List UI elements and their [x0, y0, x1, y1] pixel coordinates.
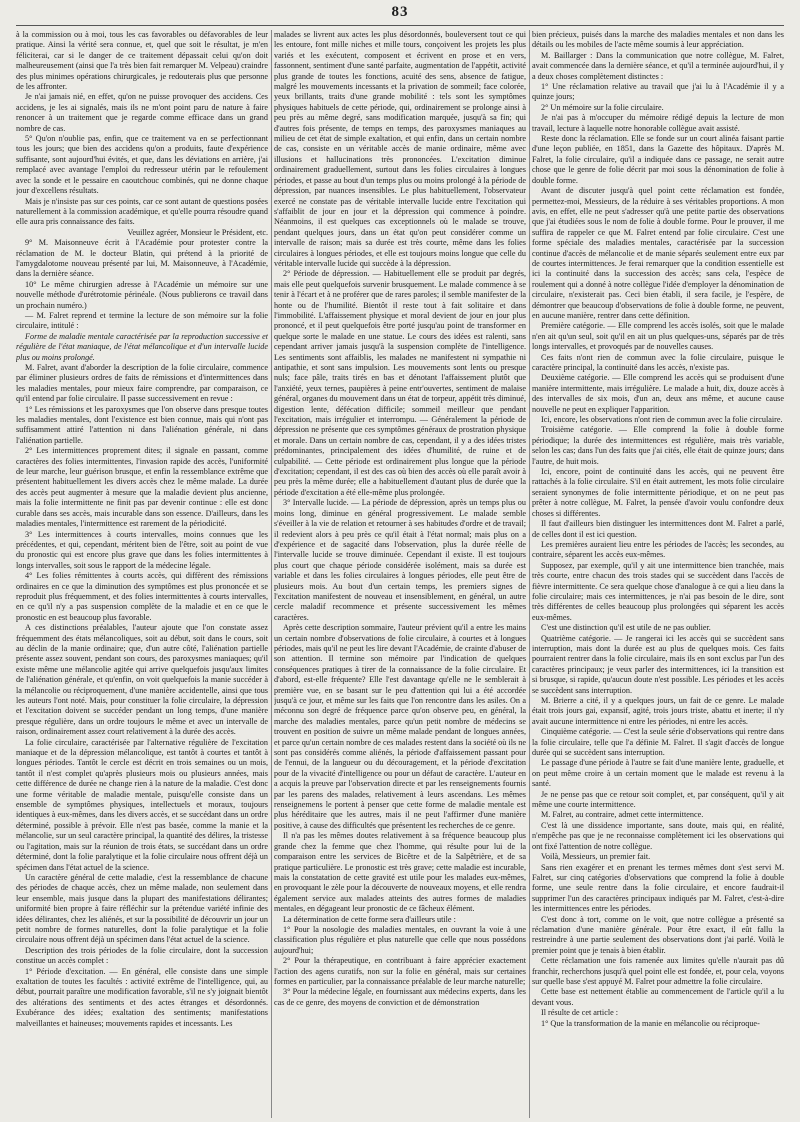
paragraph: Il n'a pas les mêmes doutes relativement à sa fréquence beaucoup plus grande chez la femme que chez l'homme, qui résulte pour lui de la comparaison entre les services de Bicêtre et de la Salpêtrière, et de sa pratique particulière. Le pronostic est très grave; cette maladie est incurable, mais la constatation de cette gravité est utile pour les malades eux-mêmes, en provoquant le zèle pour la découverte de nouveaux moyens, et elle rendra également service aux malades atteints des autres formes de maladies mentales, en dégageant leur pronostic de ce fâcheux élément.: [274, 831, 526, 914]
paragraph: C'est là une dissidence importante, sans doute, mais qui, en réalité, n'empêche pas que je ne reconnaisse complètement ici les observations qui ont fixé l'attention de notre collègue.: [532, 820, 784, 851]
paragraph: Les premières auraient lieu entre les périodes de l'accès; les secondes, au contraire, séparent les accès eux-mêmes.: [532, 539, 784, 560]
paragraph: 3° Intervalle lucide. — La période de dépression, après un temps plus ou moins long, diminue en général progressivement. Le malade semble s'éveiller à la vie de relation et retourner à ses habitudes d'ordre et de travail; il redevient alors à peu près ce qu'il était à l'état normal; mais plus on a d'expérience et de sagacité dans l'observation, plus la durée réelle de l'intervalle lucide se trouve diminuée. Cependant il existe. Il est toujours plus court que chaque période considérée isolément, mais sa durée est variable et dans les folies circulaires à longues périodes, elle peut être de plusieurs mois. Au bout d'un certain temps, les premiers signes de l'excitation manifestent de nouveau et insensiblement, en général, un autre cercle maladif recommence et présente successivement les mêmes caractères.: [274, 498, 526, 622]
paragraph: La détermination de cette forme sera d'ailleurs utile :: [283, 914, 456, 924]
paragraph: Avant de discuter jusqu'à quel point cette réclamation est fondée, permettez-moi, Messieurs, de la réduire à ses véritables proportions. A mon avis, en effet, elle ne peut s'adresser qu'à une petite partie des observations que j'ai étudiées sous le nom de folie à double forme. Pour le prouver, il me suffira de rappeler ce que M. Falret entend par folie circulaire. C'est une forme spéciale des maladies mentales, caractérisée par la succession continue d'accès de mélancolie et de manie séparés seulement entre eux par de courtes intermittences. Je ferai remarquer que la condition essentielle est ici la continuité dans la succession des accès; sans cela, l'espèce de roulement qui a donné à notre collègue l'idée d'employer la dénomination de circulaire, n'existerait pas. Ceci bien établi, il sera facile, je l'espère, de démontrer que beaucoup d'observations de folie à double forme, ne peuvent, en aucune manière, rentrer dans cette définition.: [532, 186, 784, 320]
paragraph: malades se livrent aux actes les plus désordonnés, bouleversent tout ce qui les entoure, font mille niches et mille tours, conçoivent les projets les plus variés et les exécutent, composent et écrivent en prose et en vers, fassonnent, sentiment d'une santé parfaite, augmentation de l'appétit, activité plus grande de toutes les fonctions, acuité des sens, absence de fatigue, malgré les mouvements incessants et la privation de sommeil; face colorée, yeux brillants, traits d'une grande mobilité : tels sont les symptômes physiques habituels de cette période, qui, ordinairement se prolonge ainsi à peu près au même degré, sans modification marquée, jusqu'à sa fin; qui d'autres fois présente, de temps en temps, des paroxysmes maniaques au milieu de cet état de simple exaltation, et qui enfin, dans un certain nombre de cas, consiste en un véritable accès de manie ordinaire, même avec illusions et hallucinations très prononcées. L'excitation diminue ordinairement graduellement, surtout dans les folies circulaires à longues périodes, et passe au bout d'un temps plus ou moins prolongé à la période de dépression, par nuances insensibles. Le plus habituellement, l'observateur exercé ne constate pas de véritable intervalle lucide entre l'excitation qui s'affaiblit de jour en jour et la dépression qui commence à poindre. Néanmoins, il est quelques cas exceptionnels où le malade se trouve, pendant quelques jours, dans un état qu'on peut considérer comme un intervalle de raison; mais sa durée est très courte, même dans les folies circulaires à longues périodes, et elle est toujours moins longue que celle du véritable intervalle lucide qui succède à la dépression.: [274, 30, 526, 268]
paragraph: Deuxième catégorie. — Elle comprend les accès qui se produisent d'une manière intermittente, mais irrégulière. Le malade a huit, dix, douze accès à des intervalles de six mois, d'un an, deux ans même, et aucune cause nouvelle ne peut en expliquer l'apparition.: [532, 373, 784, 414]
header-rule: [16, 25, 784, 26]
page-number: 83: [391, 4, 409, 20]
paragraph: Quatrième catégorie. — Je rangerai ici les accès qui se succèdent sans interruption, mais dont la durée est au plus de quelques mois. Ces faits pourraient rentrer dans la folie circulaire, mais ils en sont exclus par l'un des caractères principaux; je veux parler des intermittences, ici la transition est si brusque, si rapide, qu'aucun doute n'est possible. Les périodes et les accès se succèdent sans interruption.: [532, 633, 784, 695]
paragraph: 5° Qu'on n'oublie pas, enfin, que ce traitement va en se perfectionnant tous les jours; que bien des accidens qu'on a produits, faute d'expérience suffisante, sont aujourd'hui évités, et que, dans les déviations en arrière, j'ai remplacé avec avantage l'emploi du redresseur utérin par le refoulement avec la sonde et le pessaire en caoutchouc combinés, qui ne donne chaque jour d'excellens résultats.: [16, 134, 268, 196]
paragraph: Le passage d'une période à l'autre se fait d'une manière lente, graduelle, et on peut même croire à un certain moment que le malade est revenu à la santé.: [532, 758, 784, 789]
paragraph: M. Baillarger : Dans la communication que notre collègue, M. Falret, avait commencée dans la dernière séance, et qu'il a terminée aujourd'hui, il y a deux choses complètement distinctes :: [532, 50, 784, 81]
column-divider: [271, 30, 272, 1118]
paragraph: M. Falret, au contraire, admet cette intermittence.: [541, 810, 704, 820]
columns-container: [16, 30, 784, 1118]
paragraph: Il résulte de cet article :: [541, 1008, 619, 1018]
paragraph: Ces faits n'ont rien de commun avec la folie circulaire, puisque le caractère principal, la continuité dans les accès, n'existe pas.: [532, 352, 784, 372]
paragraph: Veuillez agréer, Monsieur le Président, etc.: [127, 227, 268, 237]
column-divider: [529, 30, 530, 1118]
paragraph: Reste donc la réclamation. Elle se fonde sur un court alinéa faisant partie d'une leçon publiée, en 1851, dans la Gazette des hôpitaux. D'après M. Falret, la folie circulaire, qu'il a indiquée dans ce passage, ne serait autre chose que le genre de folie décrit par moi sous la dénomination de folie à double forme.: [532, 134, 784, 185]
paragraph: 10° Le même chirurgien adresse à l'Académie un mémoire sur une nouvelle méthode d'urétrotomie périnéale. (Nous publierons ce travail dans un prochain numéro.): [16, 279, 268, 310]
paragraph: 3° Pour la médecine légale, en fournissant aux médecins experts, dans les cas de ce genre, des moyens de conviction et de démonstration: [274, 987, 526, 1007]
paragraph: 2° Un mémoire sur la folie circulaire.: [541, 102, 664, 112]
paragraph: Un caractère général de cette maladie, c'est la ressemblance de chacune des périodes de chaque accès, chez un même malade, non seulement dans leur ensemble, mais jusque dans la plupart des manifestations délirantes; uniformité bien propre à faire réfléchir sur la prétendue variété infinie des idées délirantes, chez les aliénés, et sur la possibilité de découvrir un jour un petit nombre de formes naturelles, dont la folie paralytique et la folie circulaire nous offrent déjà un spécimen dans l'état actuel de la science.: [16, 872, 268, 945]
column-middle: [274, 30, 526, 1118]
paragraph: Ici, encore, les observations n'ont rien de commun avec la folie circulaire.: [541, 415, 783, 425]
paragraph: — M. Falret reprend et termine la lecture de son mémoire sur la folie circulaire, intitulé :: [16, 310, 268, 331]
paragraph: Cette base est nettement établie au commencement de l'article qu'il a lu devant vous.: [532, 987, 784, 1007]
column-right: [532, 30, 784, 1118]
paragraph: Troisième catégorie. — Elle comprend la folie à double forme périodique; la durée des intermittences est régulière, mais très variable, selon les cas; dans l'un des faits que j'ai cités, elle était de quinze jours; dans l'autre, de huit mois.: [532, 425, 784, 466]
paragraph: 1° Période d'excitation. — En général, elle consiste dans une simple exaltation de toutes les facultés : activité extrême de l'intelligence, qui, au début, pourrait paraître une modification favorable, s'il ne s'y joignait bientôt des altérations des sentiments et des actes étranges et désordonnés. Exubérance des idées; exaltation des sentiments; manifestations malveillantes et haineuses; mouvements rapides et incessants. Les: [16, 966, 268, 1028]
paragraph: 9° M. Maisonneuve écrit à l'Académie pour protester contre la réclamation de M. le docteur Blatin, qui prétend à la priorité de l'amygdalotome nouveau présenté par lui, M. Maisonneuve, à l'Académie, dans la dernière séance.: [16, 238, 268, 279]
paragraph: C'est donc à tort, comme on le voit, que notre collègue a présenté sa réclamation d'une manière générale. Pour être exact, il eût fallu la restreindre à une partie seulement des observations dont j'ai parlé. Voilà le premier point que je tenais à bien établir.: [532, 914, 784, 955]
column-left: [16, 30, 268, 1118]
paragraph: Sans rien exagérer et en prenant les termes mêmes dont s'est servi M. Falret, sur cinq catégories d'observations que comprend la folie à double forme, une seule rentre dans la folie circulaire, et encore faudrait-il supprimer l'un des caractères principaux indiqués par M. Falret, c'est-à-dire les intermittences entre les périodes.: [532, 862, 784, 914]
paragraph: Il faut d'ailleurs bien distinguer les intermittences dont M. Falret a parlé, de celles dont il est ici question.: [532, 519, 784, 539]
paragraph: Mais je n'insiste pas sur ces points, car ce sont autant de questions posées naturellement à la commission académique, et qu'elle pourra résoudre quand elle aura pris connaissance des faits.: [16, 196, 268, 227]
paragraph: bien précieux, puisés dans la marche des maladies mentales et non dans les détails ou les mobiles de l'acte même soumis à leur appréciation.: [532, 30, 784, 50]
paragraph: M. Brierre a cité, il y a quelques jours, un fait de ce genre. Le malade était trois jours gai, expansif, agité, trois jours triste, abattu et inerte; il n'y avait aucune intermittence ni entre les périodes, ni entre les accès.: [532, 696, 784, 726]
paragraph: Forme de maladie mentale caractérisée par la reproduction successive et régulière de l'état maniaque, de l'état mélancolique et d'un intervalle lucide plus ou moins prolongé.: [16, 331, 268, 362]
paragraph: Je n'ai pas à m'occuper du mémoire rédigé depuis la lecture de mon travail, lecture à laquelle notre honorable collègue avait assisté.: [532, 113, 784, 133]
paragraph: Première catégorie. — Elle comprend les accès isolés, soit que le malade n'en ait qu'un seul, soit qu'il en ait un plus quelques-uns, séparés par de très longs intervalles, et provoqués par de nouvelles causes.: [532, 321, 784, 352]
paragraph: à la commission ou à moi, tous les cas favorables ou défavorables de leur pratique. Ainsi la vérité sera connue, et, quel que soit le résultat, je m'en féliciterai, car si le danger de ce traitement dépassait celui qu'on doit malheureusement (ainsi que l'a très bien fait remarquer M. Velpeau) craindre des plus minimes opérations chirurgicales, je redouterais plus que personne de les affronter.: [16, 30, 268, 92]
paragraph: Cinquième catégorie. — C'est la seule série d'observations qui rentre dans la folie circulaire, telle que l'a définie M. Falret. Il s'agit d'accès de longue durée qui se succèdent sans interruption.: [532, 727, 784, 758]
paragraph: 1° Que la transformation de la manie en mélancolie ou réciproque-: [541, 1018, 760, 1028]
paragraph: 2° Pour la thérapeutique, en contribuant à faire apprécier exactement l'action des agens curatifs, non sur la folie en général, mais sur certaines formes en particulier, par la connaissance préalable de leur marche naturelle;: [274, 956, 526, 986]
paragraph: Cette réclamation une fois ramenée aux limites qu'elle n'aurait pas dû franchir, recherchons jusqu'à quel point elle est fondée, et, pour cela, voyons sur quelle base s'est appuyé M. Falret pour admettre la folie circulaire.: [532, 956, 784, 986]
paragraph: Supposez, par exemple, qu'il y ait une intermittence bien tranchée, mais très courte, entre chacun des trois stades qui se succèdent dans l'accès de fièvre intermittente. Ce sera quelque chose d'analogue à ce qui a lieu dans la folie circulaire; mais ces intermittences, je n'ai pas besoin de le dire, sont très différentes de celles beaucoup plus prolongées qui séparent les accès eux-mêmes.: [532, 560, 784, 622]
paragraph: Après cette description sommaire, l'auteur prévient qu'il a entre les mains un certain nombre d'observations de folie circulaire, à courtes et à longues périodes, mais qu'il ne peut les lire devant l'Académie, de crainte d'abuser de son attention. Il termine son mémoire par l'indication de quelques conséquences pratiques à tirer de la connaissance de la folie circulaire. Et d'abord, est-elle fréquente? Elle l'est davantage qu'elle ne le semblerait à première vue, en se basant sur le peu d'attention qui lui a été accordée jusqu'à ce jour, et même sur les faits que l'on rencontre dans les asiles. On a méconnu son degré de fréquence parce qu'on observe peu, en général, la marche des maladies mentales, parce qu'un petit nombre de médecins se trouvent en position de suivre un même malade pendant de longues années, et parce qu'un certain nombre de ces malades restent dans la société où ils ne sont pas considérés comme aliénés, la période d'affaissement passant pour de l'ennui, de la langueur ou du découragement, et la période d'excitation pour de la vivacité d'intelligence ou pour un défaut de caractère. L'auteur en a acquis la preuve par l'observation directe et par les renseignements fournis par les parens des malades, relativement à leurs ascendans. Les mêmes renseignemens le portent à penser que cette forme de maladie mentale est plus héréditaire que les autres, mais il ne peut l'affirmer d'une manière positive, à cause des difficultés que présentent les recherches de ce genre.: [274, 623, 526, 830]
paragraph: Je n'ai jamais nié, en effet, qu'on ne puisse provoquer des accidens. Ces accidens, je les ai signalés, mais ils ne m'ont point paru de nature à faire renoncer à un traitement que je regarde comme efficace dans un grand nombre de cas.: [16, 92, 268, 133]
paragraph: Ici, encore, point de continuité dans les accès, qui ne peuvent être rattachés à la folie circulaire. S'il en était autrement, les mots folie circulaire seraient synonymes de folie intermittente périodique, et on ne peut pas prêter à notre collègue, M. Falret, la pensée d'avoir voulu confondre deux choses si différentes.: [532, 467, 784, 518]
paragraph: Je ne pense pas que ce retour soit complet, et, par conséquent, qu'il y ait même une courte intermittence.: [532, 789, 784, 810]
paragraph: 1° Pour la nosologie des maladies mentales, en ouvrant la voie à une classification plus régulière et plus naturelle que celle que nous possédons aujourd'hui;: [274, 924, 526, 955]
paragraph: A ces distinctions préalables, l'auteur ajoute que l'on constate assez fréquemment des états mélancoliques, soit au début, soit dans le cours, soit au déclin de la manie ordinaire; que, d'un autre côté, l'aliénation partielle présente assez souvent, pendant son cours, des paroxysmes maniaques; qu'il existe même une mélancolie agitée qui arrive quelquefois jusqu'aux limites de l'aliénation générale, et qu'enfin, on voit quelquefois la manie succéder à la mélancolie ou réciproquement, d'une manière accidentelle, ainsi que tous les auteurs l'ont noté. Mais, pour constituer la folie circulaire, la dépression et l'excitation doivent se succéder pendant un long temps, d'une manière presque régulière, dans un ordre toujours le même et avec un intervalle de raison, ordinairement assez court relativement à la durée des accès.: [16, 623, 268, 737]
paragraph: 3° Les intermittences à courts intervalles, moins connues que les précédentes, et qui, cependant, méritent bien de l'être, soit au point de vue du pronostic qui est encore plus grave que dans les folies intermittentes à longs intervalles, soit sous le rapport de la médecine légale.: [16, 529, 268, 570]
paragraph: 1° Les rémissions et les paroxysmes que l'on observe dans presque toutes les maladies mentales, dont l'existence est bien connue, mais qui n'ont pas suffisamment attiré l'attention ni dans l'aliénation générale, ni dans l'aliénation partielle.: [16, 404, 268, 445]
paragraph: 1° Une réclamation relative au travail que j'ai lu à l'Académie il y a quinze jours;: [532, 82, 784, 102]
paragraph: C'est une distinction qu'il est utile de ne pas oublier.: [541, 623, 711, 633]
paragraph: Voilà, Messieurs, un premier fait.: [541, 852, 651, 862]
paragraph: 4° Les folies rémittentes à courts accès, qui diffèrent des rémissions ordinaires en ce que la diminution des symptômes est plus prononcée et se reproduit plus fréquemment, et des folies intermittentes à courts intervalles, en ce qu'il n'y a pas suspension complète de la maladie et en ce que le pronostic en est beaucoup plus favorable.: [16, 571, 268, 622]
paragraph: M. Falret, avant d'aborder la description de la folie circulaire, commence par éliminer plusieurs ordres de faits de rémissions et d'intermittences dans les maladies mentales, pour mieux faire comprendre, par comparaison, ce qu'il entend par folie circulaire. Il passe successivement en revue :: [16, 363, 268, 404]
paragraph: 2° Période de dépression. — Habituellement elle se produit par degrés, mais elle peut quelquefois survenir brusquement. Le malade commence à se tenir à l'écart et à ne proférer que de rares paroles; il semble manifester de la honte ou de l'humilité. Bientôt il reste tout à fait solitaire et dans l'immobilité. L'affaissement physique et moral devient de jour en jour plus prononcé, et il peut quelquefois être porté jusqu'au point de transformer en quelque sorte le malade en une statue. Le cours des idées est ralenti, sans cependant arriver jamais jusqu'à la suspension complète de l'intelligence. Les sentiments sont affaiblis, les malades ne manifestent ni sympathie ni antipathie, et sont sans impulsion. Les mouvements sont lents ou presque nuls; face pâle, traits tirés en bas et dénotant l'affaissement plutôt que l'anxiété, yeux ternes, paupières à peine entr'ouvertes, sentiment de malaise général, organes du mouvement dans un état de torpeur, appétit très diminué, digestion lente, défécation difficile; sommeil meilleur que pendant l'excitation, mais irrégulier et interrompu. — Généralement la période de dépression ne présente que ces symptômes généraux de prostration physique et morale. Dans un certain nombre de cas, cependant, il y a des idées tristes prédominantes, principalement des idées d'humilité, de ruine et de culpabilité. — Cette période est ordinairement plus longue que la période d'excitation; cependant, il est des cas où bien des accès où elle paraît avoir à peu près la même durée; elle a habituellement d'autant plus de durée que la période d'excitation a été elle-même plus prolongée.: [274, 269, 526, 497]
paragraph: La folie circulaire, caractérisée par l'alternative régulière de l'excitation maniaque et de la dépression mélancolique, est tantôt à courtes et tantôt à longues périodes. Tantôt le cercle est décrit en trois semaines ou un mois, tantôt il n'est complet qu'après plusieurs mois ou plusieurs années, mais cette différence de durée ne change rien à la nature de la maladie. C'est donc une forme véritable de maladie mentale, puisqu'elle consiste dans un ensemble de symptômes physiques, intellectuels et moraux, toujours identiques à eux-mêmes, dans les divers accès, et se succédant dans un ordre déterminé, possible à prévoir. Elle n'est pas basée, comme la manie et la mélancolie, sur un seul caractère principal, la quantité des délires, la tristesse ou l'agitation, mais sur la réunion de trois états, se succédant dans un ordre déterminé, dont la folie paralytique et la folie circulaire nous offrent déjà un spécimen dans l'état actuel de la science.: [16, 737, 268, 872]
paragraph: Description des trois périodes de la folie circulaire, dont la succession constitue un accès complet :: [16, 945, 268, 966]
paragraph: 2° Les intermittences proprement dites; il signale en passant, comme caractères des folies intermittentes, l'invasion rapide des accès, l'uniformité de leur marche, leur guérison brusque, et enfin la ressemblance extrême que présentent habituellement les divers accès chez le même malade. La durée des accès peut augmenter à mesure que la maladie devient plus ancienne, mais la folie intermittente ne finit pas par devenir continue : elle est donc curable dans ses accès, mais incurable dans son essence. D'ailleurs, dans les maladies mentales, l'intermittence est rarement de la périodicité.: [16, 446, 268, 529]
